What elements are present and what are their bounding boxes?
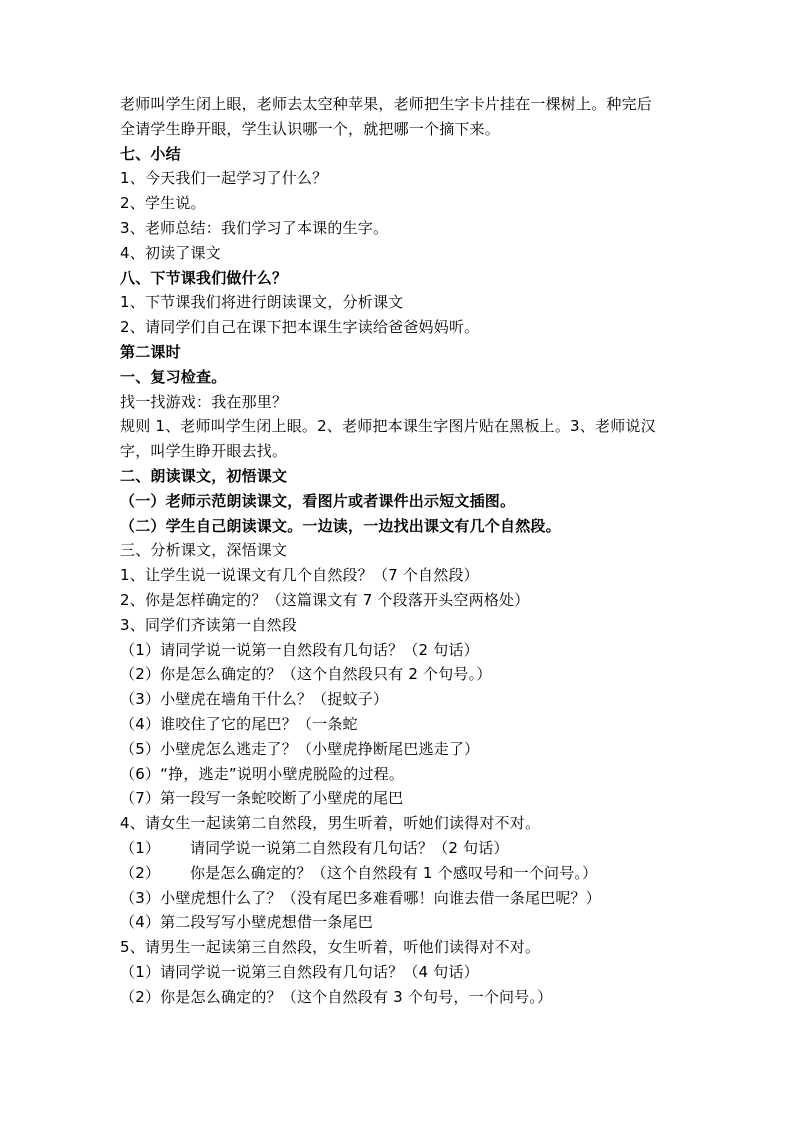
text-line: 规则 1、老师叫学生闭上眼。2、老师把本课生字图片贴在黑板上。3、老师说汉 <box>120 417 656 436</box>
text-line: （6）“挣，逃走”说明小壁虎脱险的过程。 <box>120 764 405 783</box>
text-line: 字，叫学生睁开眼去找。 <box>120 442 288 461</box>
text-line: 1、下节课我们将进行朗读课文，分析课文 <box>120 293 404 312</box>
section-heading: 一、复习检查。 <box>120 367 227 386</box>
section-heading: （一）老师示范朗读课文，看图片或者课件出示短文插图。 <box>120 491 516 510</box>
section-heading: （二）学生自己朗读课文。一边读，一边找出课文有几个自然段。 <box>120 516 561 535</box>
text-line: （3）小壁虎想什么了？（没有尾巴多难看哪！向谁去借一条尾巴呢？） <box>120 888 601 907</box>
section-heading: 七、小结 <box>120 144 181 163</box>
text-line: （4）谁咬住了它的尾巴？（一条蛇 <box>120 715 358 733</box>
section-heading: 第二课时 <box>120 343 181 361</box>
text-line: 4、请女生一起读第二自然段，男生听着，听她们读得对不对。 <box>120 814 541 833</box>
text-line: （4）第二段写写小壁虎想借一条尾巴 <box>120 913 373 932</box>
text-line: （2）你是怎么确定的？（这个自然段只有 2 个句号。） <box>120 665 492 684</box>
text-line: （1） 请同学说一说第二自然段有几句话？（2 句话） <box>120 839 509 857</box>
text-line: 2、你是怎样确定的？（这篇课文有 7 个段落开头空两格处） <box>120 591 530 609</box>
text-line: 2、学生说。 <box>120 194 206 213</box>
text-line: 全请学生睁开眼，学生认识哪一个，就把哪一个摘下来。 <box>120 119 501 138</box>
section-heading: 二、朗读课文，初悟课文 <box>120 467 288 485</box>
text-line: 1、让学生说一说课文有几个自然段？（7 个自然段） <box>120 566 479 585</box>
text-line: （2） 你是怎么确定的？（这个自然段有 1 个感叹号和一个问号。） <box>120 863 598 882</box>
text-line: （1）请同学说一说第一自然段有几句话？（2 句话） <box>120 640 479 659</box>
text-line: 2、请同学们自己在课下把本课生字读给爸爸妈妈听。 <box>120 318 480 337</box>
text-line: （2）你是怎么确定的？（这个自然段有 3 个句号，一个问号。） <box>120 987 553 1006</box>
text-line: （3）小壁虎在墙角干什么？（捉蚊子） <box>120 690 389 709</box>
text-line: 3、同学们齐读第一自然段 <box>120 615 297 634</box>
text-line: 5、请男生一起读第三自然段，女生听着，听他们读得对不对。 <box>120 938 541 957</box>
text-line: （7）第一段写一条蛇咬断了小壁虎的尾巴 <box>120 789 404 808</box>
text-line: 老师叫学生闭上眼，老师去太空种苹果，老师把生字卡片挂在一棵树上。种完后 <box>120 95 653 113</box>
text-line: 4、初读了课文 <box>120 243 221 262</box>
text-line: （5）小壁虎怎么逃走了？（小壁虎挣断尾巴逃走了） <box>120 739 480 758</box>
text-line: （1）请同学说一说第三自然段有几句话？（4 句话） <box>120 963 479 981</box>
text-line: 三、分析课文，深悟课文 <box>120 541 288 560</box>
section-heading: 八、下节课我们做什么？ <box>120 268 288 287</box>
text-line: 1、今天我们一起学习了什么？ <box>120 169 328 188</box>
text-line: 找一找游戏：我在那里？ <box>120 392 288 411</box>
text-line: 3、老师总结：我们学习了本课的生字。 <box>120 219 389 237</box>
